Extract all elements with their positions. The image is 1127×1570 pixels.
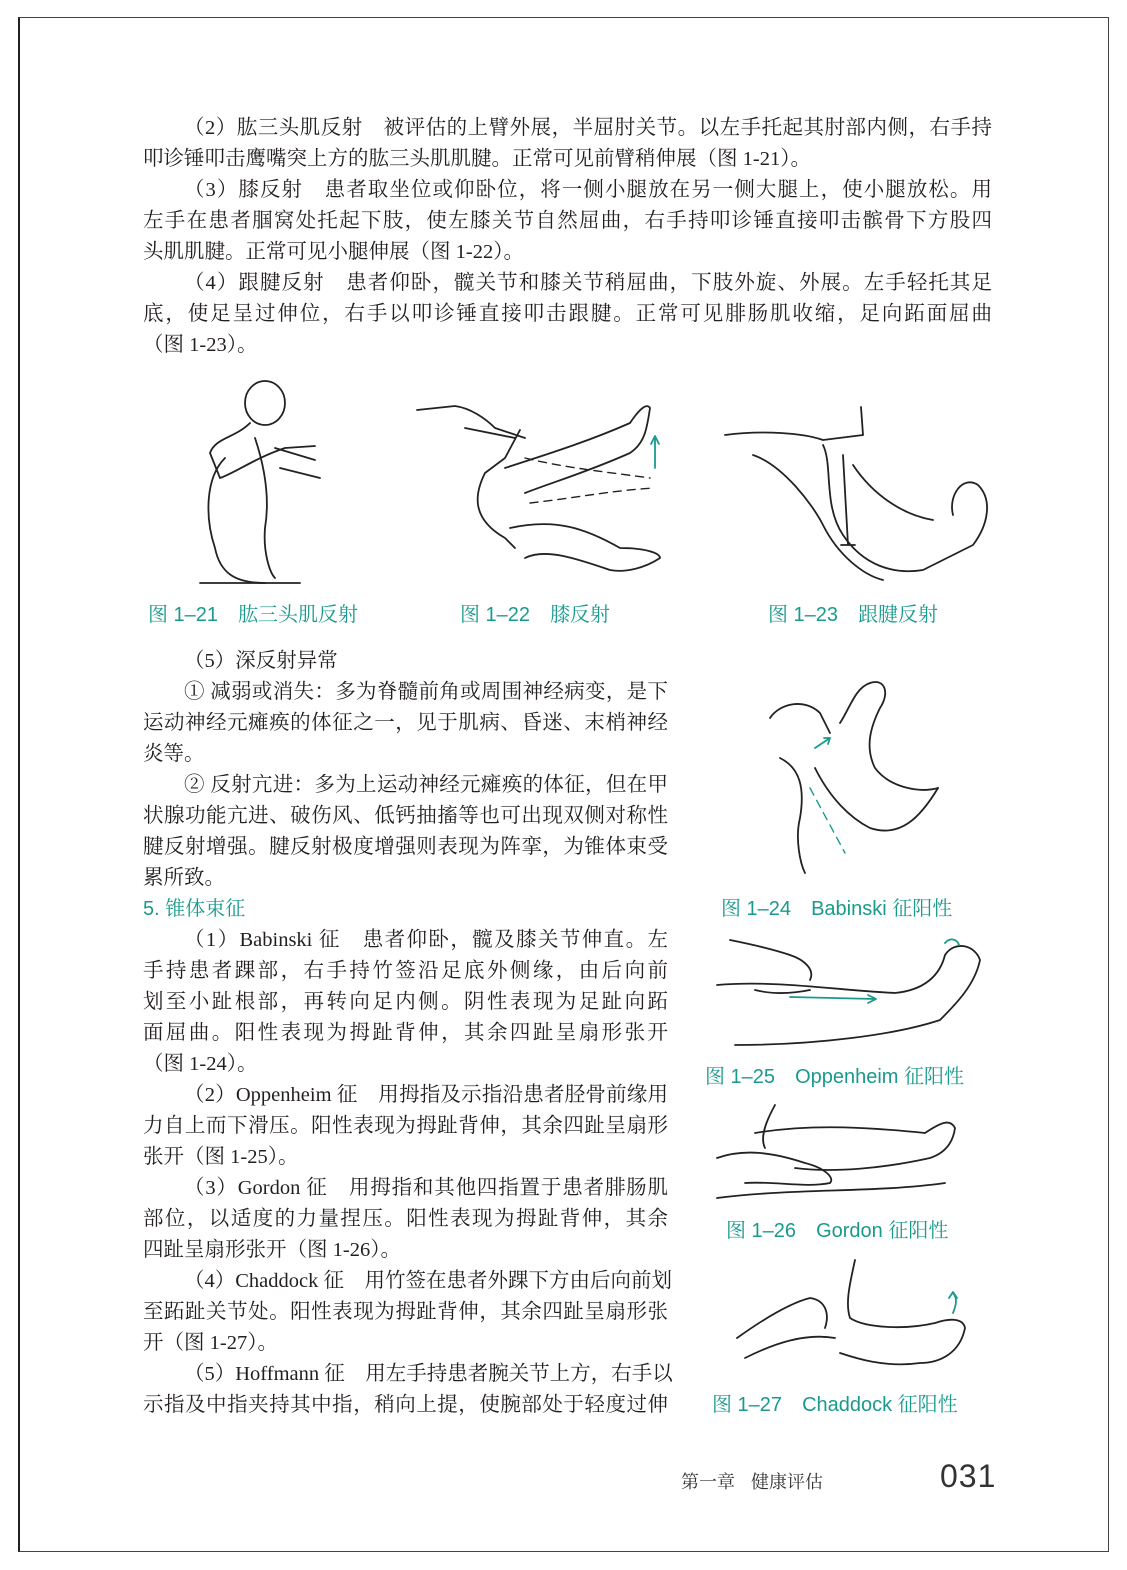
running-footer — [681, 1468, 823, 1494]
text-line: ② 反射亢进：多为上运动神经元瘫痪的体征，但在甲 — [184, 774, 668, 796]
text-line: ① 减弱或消失：多为脊髓前角或周围神经病变，是下 — [184, 681, 668, 703]
text-line: 底，使足呈过伸位，右手以叩诊锤直接叩击跟腱。正常可见腓肠肌收缩，足向跖面屈曲 — [143, 303, 992, 325]
figure-title: Chaddock 征阳性 — [802, 1394, 958, 1416]
left-text-column — [143, 646, 673, 1421]
figure-1-25-illustration — [715, 935, 985, 1050]
figure-1-27-caption — [712, 1393, 958, 1417]
text-line: （5）Hoffmann 征 用左手持患者腕关节上方，右手以 — [184, 1363, 673, 1385]
text-line: 部位，以适度的力量捏压。阳性表现为拇趾背伸，其余 — [143, 1208, 668, 1230]
figure-1-21-caption — [148, 603, 358, 627]
text-line: （2）Oppenheim 征 用拇指及示指沿患者胫骨前缘用 — [184, 1084, 668, 1106]
figure-title: 跟腱反射 — [858, 604, 939, 626]
figure-title: 肱三头肌反射 — [238, 604, 359, 626]
text-line: （3）Gordon 征 用拇指和其他四指置于患者腓肠肌 — [184, 1177, 668, 1199]
text-line: 腱反射增强。腱反射极度增强则表现为阵挛，为锥体束受 — [143, 836, 668, 858]
figure-title: 膝反射 — [550, 604, 611, 626]
text-line: 累所致。 — [143, 867, 225, 889]
figure-title: Babinski 征阳性 — [811, 898, 953, 920]
text-line: 左手在患者腘窝处托起下肢，使左膝关节自然屈曲，右手持叩诊锤直接叩击髌骨下方股四 — [143, 210, 992, 232]
text-line: 力自上而下滑压。阳性表现为拇趾背伸，其余四趾呈扇形 — [143, 1115, 668, 1137]
figure-1-24-caption — [721, 897, 952, 921]
chapter-title: 健康评估 — [751, 1472, 823, 1492]
text-line: 划至小趾根部，再转向足内侧。阴性表现为足趾向跖 — [143, 991, 668, 1013]
text-line: （5）深反射异常 — [184, 650, 338, 672]
text-line: 面屈曲。阳性表现为拇趾背伸，其余四趾呈扇形张开 — [143, 1022, 668, 1044]
figure-1-24-illustration — [760, 678, 940, 878]
figure-title: Oppenheim 征阳性 — [795, 1066, 965, 1088]
text-line: （4）Chaddock 征 用竹签在患者外踝下方由后向前划 — [184, 1270, 672, 1292]
figure-title: Gordon 征阳性 — [816, 1220, 949, 1242]
figure-number: 图 1–23 — [768, 604, 839, 626]
figure-number: 图 1–21 — [148, 604, 219, 626]
figure-1-23-caption — [768, 603, 938, 627]
text-line: 运动神经元瘫痪的体征之一，见于肌病、昏迷、末梢神经 — [143, 712, 668, 734]
text-line: 头肌肌腱。正常可见小腿伸展（图 1-22）。 — [143, 241, 524, 263]
text-line: （图 1-23）。 — [143, 334, 258, 356]
figure-number: 图 1–25 — [705, 1066, 776, 1088]
text-line: （3）膝反射 患者取坐位或仰卧位，将一侧小腿放在另一侧大腿上，使小腿放松。用 — [184, 179, 992, 201]
text-line: （4）跟腱反射 患者仰卧，髋关节和膝关节稍屈曲，下肢外旋、外展。左手轻托其足 — [184, 272, 992, 294]
figure-1-26-illustration — [715, 1103, 965, 1203]
text-line: 状腺功能亢进、破伤风、低钙抽搐等也可出现双侧对称性 — [143, 805, 668, 827]
figure-1-23-illustration — [723, 405, 993, 585]
text-line: 开（图 1-27）。 — [143, 1332, 278, 1354]
text-line: （图 1-24）。 — [143, 1053, 258, 1075]
text-line: （1）Babinski 征 患者仰卧，髋及膝关节伸直。左 — [184, 929, 668, 951]
section-heading: 5. 锥体束征 — [143, 898, 246, 920]
figure-1-25-caption — [705, 1065, 964, 1089]
text-line: 手持患者踝部，右手持竹签沿足底外侧缘，由后向前 — [143, 960, 668, 982]
text-line: （2）肱三头肌反射 被评估的上臂外展，半屈肘关节。以左手托起其肘部内侧，右手持 — [184, 117, 992, 139]
figure-number: 图 1–26 — [726, 1220, 797, 1242]
text-line: 叩诊锤叩击鹰嘴突上方的肱三头肌肌腱。正常可见前臂稍伸展（图 1-21）。 — [143, 148, 811, 170]
figure-1-22-illustration — [415, 398, 665, 590]
top-text-block — [143, 113, 992, 361]
chapter-label: 第一章 — [681, 1472, 735, 1492]
text-line: 炎等。 — [143, 743, 205, 765]
figure-1-27-illustration — [735, 1258, 970, 1378]
figure-number: 图 1–27 — [712, 1394, 783, 1416]
text-line: 示指及中指夹持其中指，稍向上提，使腕部处于轻度过伸 — [143, 1394, 668, 1416]
text-line: 张开（图 1-25）。 — [143, 1146, 299, 1168]
figure-1-22-caption — [460, 603, 610, 627]
figure-1-21-illustration — [195, 378, 325, 588]
text-line: 至跖趾关节处。阳性表现为拇趾背伸，其余四趾呈扇形张 — [143, 1301, 668, 1323]
text-line: 四趾呈扇形张开（图 1-26）。 — [143, 1239, 401, 1261]
figure-number: 图 1–24 — [721, 898, 792, 920]
figure-1-26-caption — [726, 1219, 948, 1243]
page-number: 031 — [940, 1458, 997, 1494]
figure-number: 图 1–22 — [460, 604, 531, 626]
